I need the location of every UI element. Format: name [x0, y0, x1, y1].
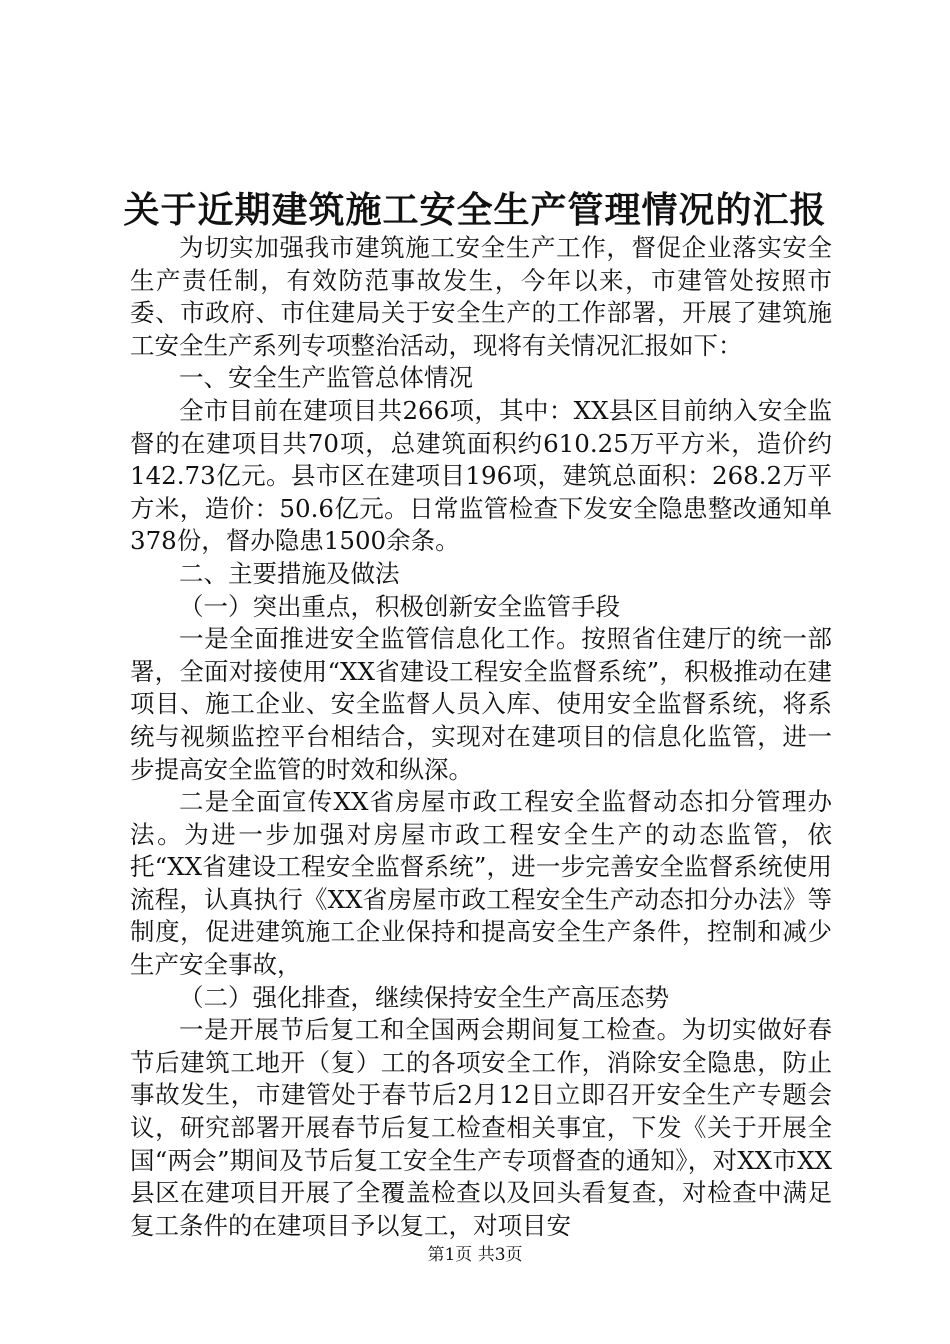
paragraph-dynamic-scoring: 二是全面宣传XX省房屋市政工程安全监督动态扣分管理办法。为进一步加强对房屋市政工程安全生产的动态监管，依托“XX省建设工程安全监督系统”，进一步完善安全监督系统使用流程，认真执行《XX省房屋市政工程安全生产动态扣分办法》等制度，促进建筑施工企业保持和提高安全生产条件，控制和减少生产安全事故，	[130, 787, 832, 980]
subsection-heading-2: （二）强化排查，继续保持安全生产高压态势	[179, 982, 669, 1012]
paragraph-overview: 全市目前在建项目共266项，其中：XX县区目前纳入安全监督的在建项目共70项，总建筑面积约610.25万平方米，造价约142.73亿元。县市区在建项目196项，建筑总面积：268.2万平方米，造价：50.6亿元。日常监管检查下发安全隐患整改通知单378份，督办隐患1500余条。	[130, 395, 832, 556]
subsection-heading-1: （一）突出重点，积极创新安全监管手段	[179, 591, 620, 621]
section-heading-2: 二、主要措施及做法	[179, 558, 400, 588]
paragraph-resumption-inspection: 一是开展节后复工和全国两会期间复工检查。为切实做好春节后建筑工地开（复）工的各项安全工作，消除安全隐患，防止事故发生，市建管处于春节后2月12日立即召开安全生产专题会议，研究部署开展春节后复工检查相关事宜，下发《关于开展全国“两会”期间及节后复工安全生产专项督查的通知》，对XX市XX县区在建项目开展了全覆盖检查以及回头看复查，对检查中满足复工条件的在建项目予以复工，对项目安	[130, 1015, 832, 1240]
section-heading-1: 一、安全生产监管总体情况	[179, 363, 473, 393]
document-title: 关于近期建筑施工安全生产管理情况的汇报	[123, 189, 827, 231]
paragraph-informatization: 一是全面推进安全监管信息化工作。按照省住建厅的统一部署，全面对接使用“XX省建设工程安全监督系统”，积极推动在建项目、施工企业、安全监督人员入库、使用安全监督系统，将系统与视频监控平台相结合，实现对在建项目的信息化监管，进一步提高安全监管的时效和纵深。	[130, 624, 832, 784]
page-footer: 第1页 共3页	[427, 1245, 523, 1265]
document-body	[130, 232, 832, 1242]
paragraph-intro: 为切实加强我市建筑施工安全生产工作，督促企业落实安全生产责任制，有效防范事故发生，今年以来，市建管处按照市委、市政府、市住建局关于安全生产的工作部署，开展了建筑施工安全生产系列专项整治活动，现将有关情况汇报如下：	[130, 233, 832, 360]
